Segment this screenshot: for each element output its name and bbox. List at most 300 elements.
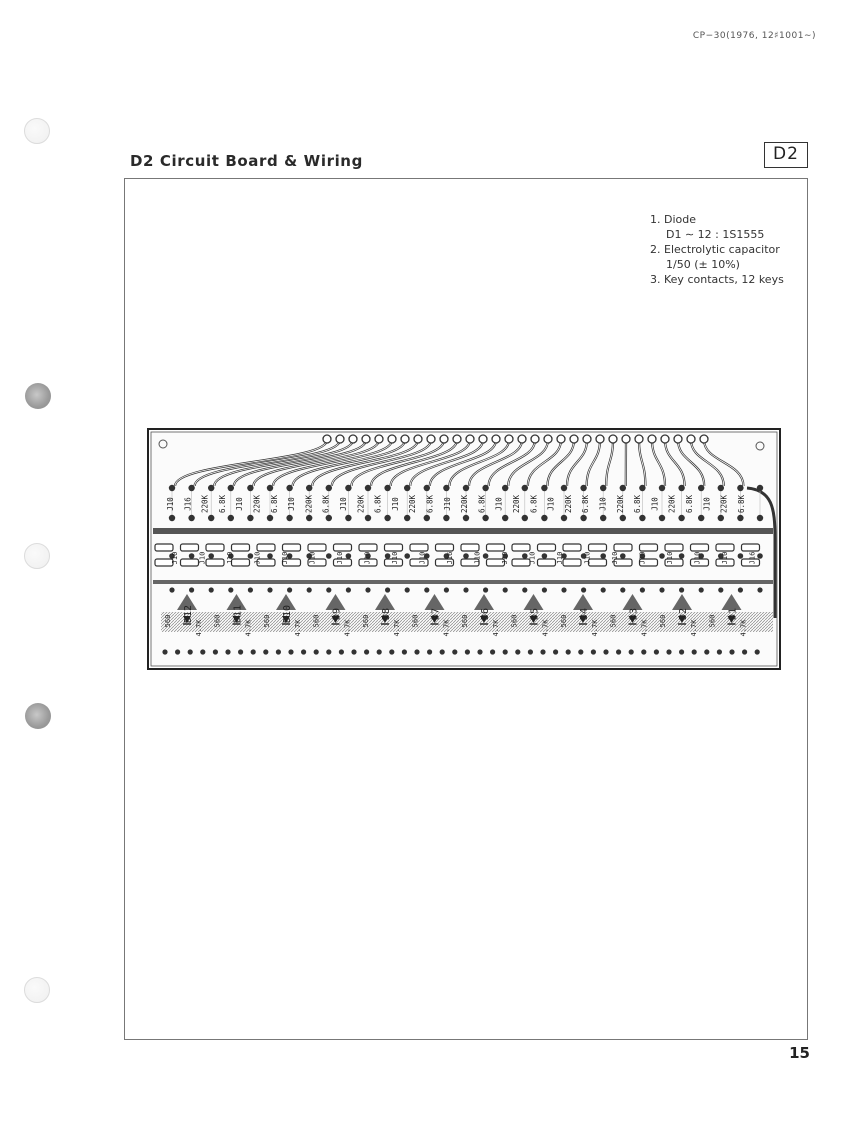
connector-pad: [596, 435, 604, 443]
connector-pad: [440, 435, 448, 443]
connector-pad: [466, 435, 474, 443]
solder-pad: [267, 485, 273, 491]
solder-pad: [286, 515, 292, 521]
solder-pad: [427, 649, 432, 654]
solder-pad: [346, 553, 352, 559]
resistor-label: 220K: [408, 494, 418, 514]
slot-pad: [589, 544, 607, 551]
note-number: 1.: [650, 213, 661, 226]
solder-pad: [757, 553, 763, 559]
solder-pad: [365, 587, 370, 592]
jumper-label: J10: [363, 551, 372, 565]
solder-pad: [699, 587, 704, 592]
slot-pad: [181, 544, 199, 551]
slot-pad: [742, 544, 760, 551]
solder-pad: [424, 515, 430, 521]
slot-pad: [563, 544, 581, 551]
solder-pad: [345, 515, 351, 521]
resistor-label: J10: [702, 497, 712, 511]
diode-label: D9: [331, 607, 343, 621]
solder-pad: [659, 587, 664, 592]
resistor-4-7k-label: 4.7K: [640, 619, 649, 637]
solder-pad: [463, 553, 469, 559]
solder-pad: [326, 515, 332, 521]
solder-pad: [238, 649, 243, 654]
jumper-label: J10: [336, 551, 344, 565]
slot-pad: [436, 544, 454, 551]
diode-label: D6: [480, 607, 491, 621]
solder-pad: [477, 649, 482, 654]
slot-pad: [538, 544, 556, 551]
solder-pad: [208, 553, 214, 559]
connector-pad: [492, 435, 500, 443]
diode-label: D5: [529, 607, 541, 621]
solder-pad: [502, 515, 508, 521]
solder-pad: [591, 649, 596, 654]
note-label: Key contacts, 12 keys: [664, 273, 784, 286]
solder-pad: [729, 649, 734, 654]
parts-notes: [650, 212, 810, 287]
note-label: Electrolytic capacitor: [664, 243, 780, 256]
solder-pad: [659, 485, 665, 491]
solder-pad: [561, 515, 567, 521]
solder-pad: [718, 587, 723, 592]
solder-pad: [326, 587, 331, 592]
connector-pad: [349, 435, 357, 443]
connector-pad: [414, 435, 422, 443]
connector-pad: [323, 435, 331, 443]
solder-pad: [757, 515, 763, 521]
resistor-560-label: 560: [263, 614, 271, 628]
note-number: 3.: [650, 273, 661, 286]
solder-pad: [541, 515, 547, 521]
solder-pad: [267, 515, 273, 521]
solder-pad: [679, 587, 684, 592]
resistor-label: J10: [235, 497, 245, 511]
connector-pad: [622, 435, 630, 443]
solder-pad: [463, 587, 468, 592]
solder-pad: [463, 515, 469, 521]
resistor-label: 220K: [356, 494, 366, 514]
solder-pad: [640, 587, 645, 592]
jumper-label: J10: [666, 551, 674, 565]
slot-pad: [563, 559, 581, 566]
jumper-label: J10: [308, 551, 317, 565]
solder-pad: [616, 649, 621, 654]
solder-pad: [228, 485, 234, 491]
solder-pad: [620, 485, 626, 491]
solder-pad: [698, 485, 704, 491]
slot-pad: [385, 544, 403, 551]
slot-pad: [334, 544, 352, 551]
binder-hole-faint: [24, 118, 50, 144]
slot-pad: [538, 559, 556, 566]
solder-pad: [169, 587, 174, 592]
solder-pad: [639, 515, 645, 521]
solder-pad: [757, 587, 762, 592]
connector-pad: [336, 435, 344, 443]
jumper-label: J10: [418, 551, 427, 565]
slot-pad: [206, 559, 224, 566]
solder-pad: [188, 649, 193, 654]
solder-pad: [757, 485, 763, 491]
slot-pad: [181, 559, 199, 566]
solder-pad: [276, 649, 281, 654]
resistor-560-label: 560: [312, 614, 321, 628]
binder-hole-faint: [24, 543, 50, 569]
resistor-label: J10: [442, 497, 452, 511]
solder-pad: [404, 553, 410, 559]
solder-pad: [465, 649, 470, 654]
solder-pad: [339, 649, 344, 654]
solder-pad: [326, 485, 332, 491]
solder-pad: [307, 587, 312, 592]
resistor-label: 6.8K: [581, 494, 591, 514]
diode-label: D4: [579, 607, 590, 621]
connector-pad: [388, 435, 396, 443]
solder-pad: [209, 587, 214, 592]
solder-pad: [737, 485, 743, 491]
solder-pad: [189, 587, 194, 592]
solder-pad: [267, 587, 272, 592]
solder-pad: [522, 515, 528, 521]
connector-pad: [609, 435, 617, 443]
solder-pad: [738, 553, 744, 559]
solder-pad: [483, 587, 488, 592]
solder-pad: [414, 649, 419, 654]
solder-pad: [600, 485, 606, 491]
solder-pad: [603, 649, 608, 654]
resistor-label: 6.8K: [736, 494, 746, 514]
slot-pad: [232, 559, 250, 566]
resistor-560-label: 560: [708, 614, 717, 628]
solder-pad: [443, 515, 449, 521]
diode-label: D7: [430, 607, 442, 621]
slot-pad: [461, 544, 479, 551]
resistor-560-label: 560: [164, 614, 172, 628]
solder-pad: [306, 485, 312, 491]
resistor-label: J10: [650, 497, 660, 511]
solder-pad: [679, 649, 684, 654]
jumper-label: J10: [501, 551, 509, 565]
resistor-560-label: 560: [411, 614, 420, 628]
solder-pad: [666, 649, 671, 654]
connector-pad: [362, 435, 370, 443]
page-title: D2 Circuit Board & Wiring: [130, 152, 363, 170]
resistor-4-7k-label: 4.7K: [690, 619, 698, 637]
solder-pad: [267, 553, 273, 559]
solder-pad: [463, 485, 469, 491]
solder-pad: [482, 485, 488, 491]
jumper-label: J10: [611, 551, 619, 565]
solder-pad: [385, 587, 390, 592]
connector-pad: [570, 435, 578, 443]
solder-pad: [188, 515, 194, 521]
solder-pad: [225, 649, 230, 654]
solder-pad: [288, 649, 293, 654]
solder-pad: [364, 649, 369, 654]
jumper-label: J10: [583, 551, 592, 565]
solder-pad: [452, 649, 457, 654]
bus-strip: [153, 528, 773, 534]
solder-pad: [440, 649, 445, 654]
connector-pad: [375, 435, 383, 443]
resistor-4-7k-label: 4.7K: [393, 619, 401, 637]
resistor-560-label: 560: [213, 614, 222, 628]
solder-pad: [620, 587, 625, 592]
jumper-label: J10: [473, 551, 482, 565]
solder-pad: [169, 485, 175, 491]
solder-pad: [737, 515, 743, 521]
solder-pad: [717, 649, 722, 654]
solder-pad: [566, 649, 571, 654]
connector-pad: [674, 435, 682, 443]
model-code: CP−30(1976, 12♯1001∼): [692, 31, 816, 41]
resistor-4-7k-label: 4.7K: [244, 619, 253, 637]
diode-label: D12: [183, 604, 194, 624]
binder-hole-faint: [24, 977, 50, 1003]
solder-pad: [659, 515, 665, 521]
connector-pad: [505, 435, 513, 443]
solder-pad: [600, 515, 606, 521]
jumper-label: J16: [748, 551, 757, 565]
slot-pad: [512, 559, 530, 566]
solder-pad: [377, 649, 382, 654]
diode-label: D8: [381, 607, 392, 621]
resistor-label: 6.8K: [633, 494, 643, 514]
solder-pad: [228, 515, 234, 521]
solder-pad: [654, 649, 659, 654]
solder-pad: [384, 485, 390, 491]
resistor-label: 6.8K: [269, 494, 279, 514]
solder-pad: [247, 515, 253, 521]
solder-pad: [553, 649, 558, 654]
solder-pad: [698, 515, 704, 521]
resistor-label: J10: [287, 497, 297, 511]
solder-pad: [208, 485, 214, 491]
solder-pad: [601, 587, 606, 592]
jumper-label: J10: [693, 551, 702, 565]
solder-pad: [188, 485, 194, 491]
solder-pad: [301, 649, 306, 654]
diode-label: D1: [727, 607, 739, 621]
solder-pad: [755, 649, 760, 654]
solder-pad: [659, 553, 665, 559]
diode-label: D10: [282, 604, 293, 624]
note-detail: 1/50 (± 10%): [666, 258, 740, 271]
solder-pad: [738, 587, 743, 592]
jumper-label: J10: [528, 551, 537, 565]
solder-pad: [169, 515, 175, 521]
solder-pad: [522, 553, 528, 559]
slot-pad: [283, 544, 301, 551]
resistor-560-label: 560: [510, 614, 519, 628]
solder-pad: [248, 587, 253, 592]
solder-pad: [404, 485, 410, 491]
solder-pad: [405, 587, 410, 592]
solder-pad: [742, 649, 747, 654]
solder-pad: [314, 649, 319, 654]
connector-pad: [635, 435, 643, 443]
connector-pad: [583, 435, 591, 443]
resistor-label: J16: [183, 497, 193, 511]
jumper-label: J10: [556, 551, 564, 565]
slot-pad: [359, 544, 377, 551]
slot-pad: [155, 544, 173, 551]
solder-pad: [522, 485, 528, 491]
solder-pad: [175, 649, 180, 654]
solder-pad: [248, 553, 254, 559]
jumper-label: J10: [721, 551, 729, 565]
resistor-label: 220K: [719, 494, 729, 514]
solder-pad: [385, 553, 391, 559]
resistor-label: 220K: [667, 494, 677, 514]
slot-pad: [206, 544, 224, 551]
resistor-4-7k-label: 4.7K: [541, 619, 550, 637]
solder-pad: [389, 649, 394, 654]
solder-pad: [718, 515, 724, 521]
jumper-label: J16: [446, 551, 454, 565]
resistor-560-label: 560: [362, 614, 370, 628]
solder-pad: [704, 649, 709, 654]
page-number: 15: [789, 1044, 810, 1062]
solder-pad: [208, 515, 214, 521]
slot-pad: [257, 544, 275, 551]
slot-pad: [308, 544, 326, 551]
solder-pad: [444, 587, 449, 592]
resistor-4-7k-label: 4.7K: [195, 619, 203, 637]
solder-pad: [247, 485, 253, 491]
resistor-label: J10: [390, 497, 400, 511]
solder-pad: [620, 553, 626, 559]
solder-pad: [620, 515, 626, 521]
solder-pad: [424, 485, 430, 491]
solder-pad: [515, 649, 520, 654]
connector-pad: [479, 435, 487, 443]
solder-pad: [287, 587, 292, 592]
jumper-label: J10: [638, 551, 647, 565]
resistor-label: 220K: [615, 494, 625, 514]
resistor-4-7k-label: 4.7K: [343, 619, 352, 637]
jumper-label: J10: [391, 551, 399, 565]
circuit-board-diagram: [147, 428, 781, 670]
solder-pad: [580, 485, 586, 491]
solder-pad: [402, 649, 407, 654]
solder-pad: [629, 649, 634, 654]
slot-pad: [487, 544, 505, 551]
resistor-label: 6.8K: [321, 494, 331, 514]
connector-pad: [427, 435, 435, 443]
solder-pad: [351, 649, 356, 654]
solder-pad: [346, 587, 351, 592]
note-detail: D1 ∼ 12 : 1S1555: [666, 228, 765, 241]
resistor-4-7k-label: 4.7K: [739, 619, 748, 637]
connector-pad: [531, 435, 539, 443]
resistor-560-label: 560: [659, 614, 667, 628]
solder-pad: [162, 649, 167, 654]
solder-pad: [678, 515, 684, 521]
connector-pad: [661, 435, 669, 443]
solder-pad: [345, 485, 351, 491]
resistor-560-label: 560: [609, 614, 618, 628]
connector-pad: [453, 435, 461, 443]
jumper-label: J10: [253, 551, 262, 565]
note-item: [650, 212, 810, 242]
slot-pad: [640, 544, 658, 551]
solder-pad: [641, 649, 646, 654]
resistor-label: 220K: [304, 494, 314, 514]
solder-pad: [251, 649, 256, 654]
solder-pad: [692, 649, 697, 654]
slot-pad: [716, 544, 734, 551]
slot-pad: [512, 544, 530, 551]
resistor-4-7k-label: 4.7K: [442, 619, 451, 637]
connector-pad: [700, 435, 708, 443]
note-item: [650, 242, 810, 272]
resistor-label: J10: [546, 497, 556, 511]
binder-hole: [25, 383, 51, 409]
resistor-4-7k-label: 4.7K: [294, 619, 302, 637]
solder-pad: [263, 649, 268, 654]
slot-pad: [614, 544, 632, 551]
connector-pad: [687, 435, 695, 443]
resistor-4-7k-label: 4.7K: [492, 619, 500, 637]
solder-pad: [542, 553, 548, 559]
solder-pad: [639, 485, 645, 491]
jumper-label: J10: [171, 551, 179, 565]
solder-pad: [522, 587, 527, 592]
solder-pad: [326, 649, 331, 654]
solder-pad: [286, 485, 292, 491]
solder-pad: [581, 587, 586, 592]
resistor-label: J10: [494, 497, 504, 511]
jumper-label: J10: [281, 551, 289, 565]
solder-pad: [443, 485, 449, 491]
solder-pad: [326, 553, 332, 559]
connector-pad: [518, 435, 526, 443]
solder-pad: [189, 553, 195, 559]
solder-pad: [228, 587, 233, 592]
solder-pad: [528, 649, 533, 654]
note-label: Diode: [664, 213, 697, 226]
solder-pad: [424, 587, 429, 592]
solder-pad: [490, 649, 495, 654]
solder-pad: [503, 649, 508, 654]
resistor-560-label: 560: [461, 614, 469, 628]
resistor-4-7k-label: 4.7K: [591, 619, 599, 637]
resistor-label: 6.8K: [373, 494, 383, 514]
connector-pad: [401, 435, 409, 443]
resistor-label: 6.8K: [477, 494, 487, 514]
resistor-label: J10: [339, 497, 348, 511]
solder-pad: [404, 515, 410, 521]
solder-pad: [503, 587, 508, 592]
resistor-label: J10: [166, 497, 175, 511]
resistor-label: 220K: [512, 494, 521, 514]
slot-pad: [410, 544, 428, 551]
solder-pad: [483, 553, 489, 559]
solder-pad: [365, 485, 371, 491]
resistor-label: 220K: [460, 494, 470, 514]
solder-pad: [718, 485, 724, 491]
resistor-label: 220K: [252, 494, 262, 514]
note-item: [650, 272, 810, 287]
solder-pad: [600, 553, 606, 559]
resistor-label: 220K: [200, 494, 210, 514]
solder-pad: [200, 649, 205, 654]
resistor-label: 6.8K: [425, 494, 435, 514]
solder-pad: [540, 649, 545, 654]
